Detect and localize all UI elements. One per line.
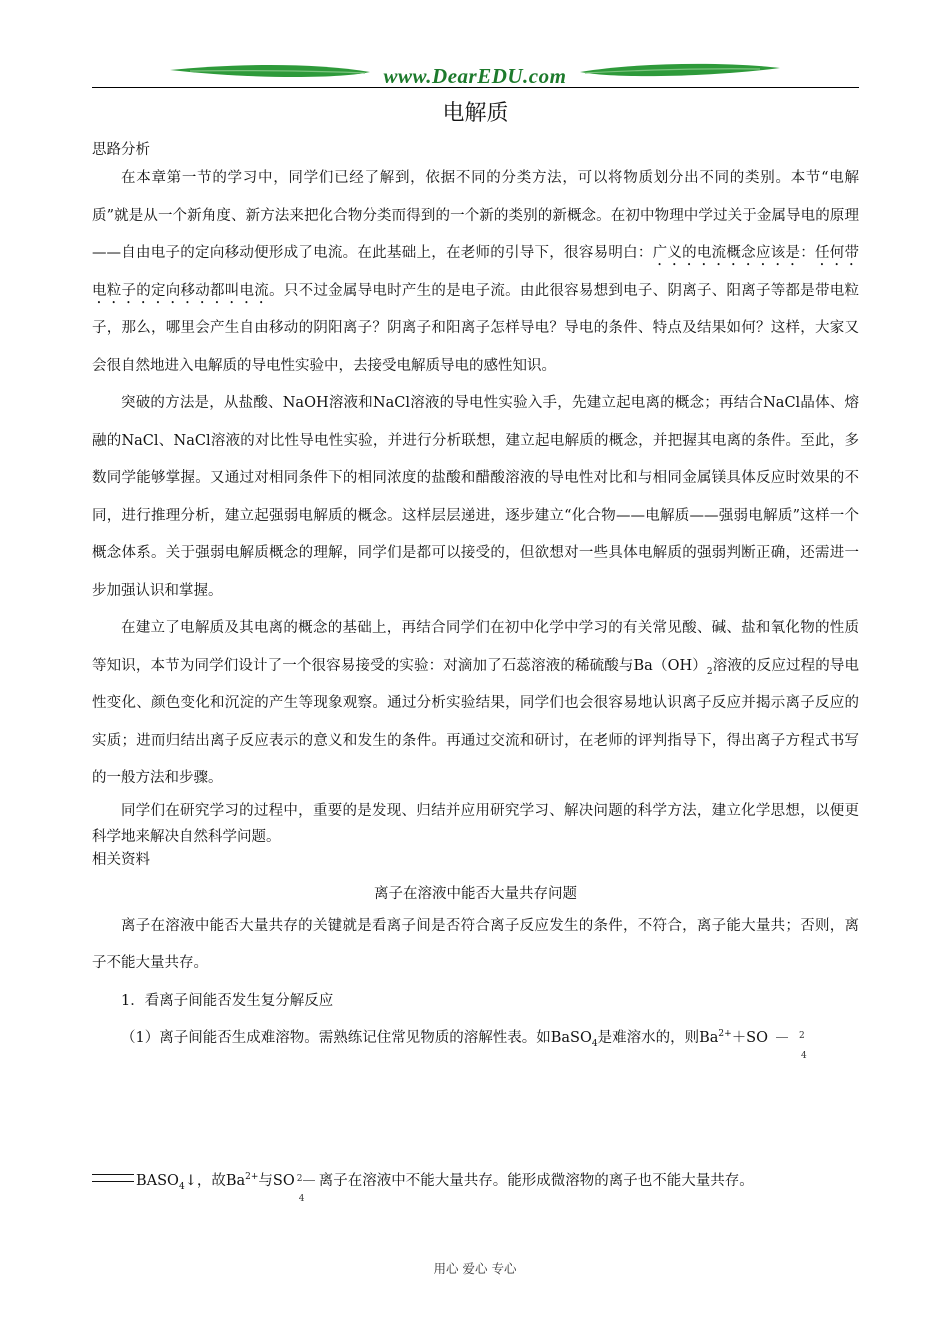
paragraph-5: 离子在溶液中能否大量共存的关键就是看离子间是否符合离子反应发生的条件，不符合，离子能大量共；否则，离子不能大量共存。	[92, 917, 859, 971]
paragraph-1-text-a: 在本章第一节的学习中，同学们已经了解到，依据不同的分类方法，可以将物质划分出不同的类别。本节“电解质”就是从一个新角度、新方法来把化合物分类而得到的一个新的类别的新概念。在初中物理中学过关于金属导电的原理——自由电子的定向移动便形成了电流。在此基础上，在老师的引导下，很容易明白：	[92, 170, 859, 261]
subscript: 4	[178, 1181, 185, 1192]
fraction-bar	[776, 1037, 788, 1038]
header-rule	[92, 87, 859, 88]
fraction-denominator: 4	[801, 1050, 807, 1061]
fraction-denominator: 4	[298, 1194, 305, 1204]
superscript: 2+	[245, 1172, 259, 1183]
paragraph-3	[92, 610, 859, 798]
section-label-resources: 相关资料	[92, 851, 150, 868]
superscript: 2+	[718, 1028, 732, 1039]
site-url: www.DearEDU.com	[383, 64, 567, 88]
equation-text-a: BASO	[136, 1173, 179, 1189]
paragraph-2: 突破的方法是，从盐酸、NaOH溶液和NaCl溶液的导电性实验入手，先建立起电离的概念；再结合NaCl晶体、熔融的NaCl、NaCl溶液的对比性导电性实验，并进行分析联想，建立起电解质的概念，并把握其电离的条件。至此，多数同学能够掌握。又通过对相同条件下的相同浓度的盐酸和醋酸溶液的导电性对比和与相同金属镁具体反应时效果的不同，进行推理分析，建立起强弱电解质的概念。这样层层递进，逐步建立“化合物——电解质——强弱电解质”这样一个概念体系。关于强弱电解质概念的理解，同学们是都可以接受的，但欲想对一些具体电解质的强弱判断正确，还需进一步加强认识和掌握。	[92, 395, 859, 599]
paragraph-3-text-b: 溶液的反应过程的导电性变化、颜色变化和沉淀的产生等现象观察。通过分析实验结果，同学们也会很容易地认识离子反应并揭示离子反应的实质；进而归结出离子反应表示的意义和发生的条件。再通过交流和研讨，在老师的评判指导下，得出离子方程式书写的一般方法和步骤。	[92, 657, 859, 786]
list-item-1: 1．看离子间能否发生复分解反应	[121, 992, 334, 1009]
fraction-numerator: 2	[799, 1030, 805, 1041]
item-text-b: 是难溶水的，则Ba	[597, 1029, 719, 1046]
list-item-1-1	[92, 1020, 859, 1061]
equation-line	[92, 1170, 859, 1204]
page-footer: 用心 爱心 专心	[433, 1261, 517, 1276]
page-title: 电解质	[442, 101, 509, 126]
fraction-numerator: 2	[296, 1174, 303, 1184]
site-banner	[170, 58, 780, 98]
ion-charge-fraction	[296, 1174, 319, 1204]
section-label-analysis: 思路分析	[92, 142, 150, 158]
section-subtitle: 离子在溶液中能否大量共存问题	[374, 885, 577, 902]
subscript: 2	[706, 666, 713, 677]
equation-text-c: 与SO	[258, 1173, 295, 1189]
double-line-symbol	[92, 1174, 134, 1182]
paragraph-1-emphasis: 广义的电流概念应该是：任何带电粒子的定向移动都叫电流	[92, 245, 860, 299]
fraction-bar	[303, 1180, 315, 1181]
paragraph-1	[92, 160, 859, 385]
document-body	[92, 98, 860, 1061]
item-text-a: （1）离子间能否生成难溶物。需熟练记住常见物质的溶解性表。如BaSO	[121, 1029, 592, 1046]
subscript: 4	[591, 1038, 598, 1049]
item-text-c: ＋SO	[731, 1029, 769, 1046]
equation-text-b: ↓，故Ba	[184, 1173, 246, 1189]
equation-text-d: 离子在溶液中不能大量共存。能形成微溶物的离子也不能大量共存。	[318, 1173, 754, 1189]
ion-charge-fraction	[770, 1030, 807, 1061]
paragraph-1-text-b: 。只不过金属导电时产生的是电子流。由此很容易想到电子、阴离子、阳离子等都是带电粒子，那么，哪里会产生自由移动的阴阳离子？阴离子和阳离子怎样导电？导电的条件、特点及结果如何？这样，大家又会很自然地进入电解质的导电性实验中，去接受电解质导电的感性知识。	[92, 282, 860, 374]
paragraph-3-text-a: 在建立了电解质及其电离的概念的基础上，再结合同学们在初中化学中学习的有关常见酸、碱、盐和氧化物的性质等知识，本节为同学们设计了一个很容易接受的实验：对滴加了石蕊溶液的稀硫酸与Ba（OH）	[92, 620, 859, 674]
paragraph-4: 同学们在研究学习的过程中，重要的是发现、归结并应用研究学习、解决问题的科学方法，建立化学思想，以便更科学地来解决自然科学问题。	[92, 802, 859, 845]
